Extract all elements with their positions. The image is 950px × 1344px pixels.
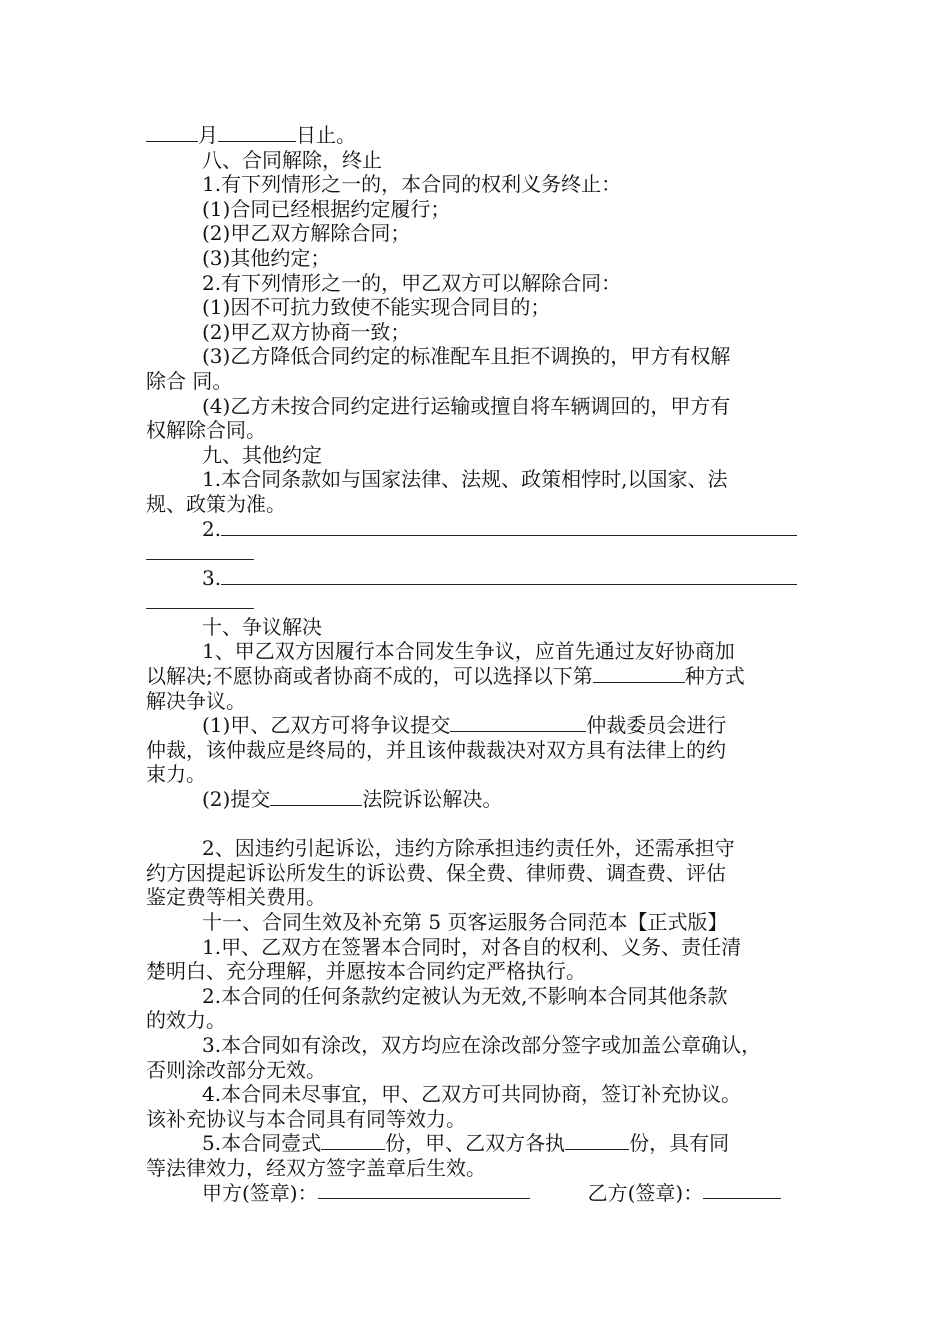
clause-10-1-line3: 解决争议。 (146, 688, 246, 713)
clause-11-5-text-mid: 份，甲、乙双方各执 (385, 1131, 566, 1156)
clause-8-1-2: (2)甲乙双方解除合同； (202, 221, 411, 246)
clause-9-2-number: 2. (202, 516, 222, 541)
spacer (146, 812, 808, 837)
blank-copies-total (321, 1132, 385, 1150)
signature-gap (530, 1181, 588, 1206)
clause-8-2-1: (1)因不可抗力致使不能实现合同目的； (202, 295, 551, 320)
clause-10-1-1-line1 (146, 713, 808, 738)
clause-10-1-1-line2: 仲裁，该仲裁应是终局的，并且该仲裁裁决对双方具有法律上的约 (146, 737, 726, 762)
party-a-signature-label: 甲方(签章)： (202, 1180, 318, 1205)
clause-11-2-line2: 的效力。 (146, 1008, 226, 1033)
blank-clause-9-3 (221, 567, 797, 585)
clause-10-2-line1: 2、因违约引起诉讼，违约方除承担违约责任外，还需承担守 (202, 836, 735, 861)
clause-11-5-line1 (146, 1131, 808, 1156)
clause-8-2-4-line1: (4)乙方未按合同约定进行运输或擅自将车辆调回的，甲方有 (202, 393, 731, 418)
clause-11-4-line1: 4.本合同未尽事宜，甲、乙双方可共同协商，签订补充协议。 (202, 1082, 742, 1107)
clause-10-1-text: 以解决;不愿协商或者协商不成的，可以选择以下第 (146, 664, 593, 689)
clause-10-1-1-text: (1)甲、乙双方可将争议提交 (202, 713, 451, 738)
clause-10-2-line3: 鉴定费等相关费用。 (146, 885, 326, 910)
clause-10-1-text-end: 种方式 (684, 664, 745, 689)
clause-9-2-cont (146, 541, 808, 566)
clause-10-1-2 (146, 787, 808, 812)
section-9-title: 九、其他约定 (202, 442, 322, 467)
signature-line (146, 1181, 808, 1206)
blank-clause-9-2 (221, 518, 797, 536)
clause-10-1-line1: 1、甲乙双方因履行本合同发生争议，应首先通过友好协商加 (202, 639, 735, 664)
blank-clause-9-3-cont (146, 591, 254, 609)
section-10-title: 十、争议解决 (202, 614, 322, 639)
clause-11-5-text-end: 份，具有同 (629, 1131, 730, 1156)
clause-10-1-1-line3: 束力。 (146, 762, 206, 787)
clause-9-3-number: 3. (202, 565, 222, 590)
clause-9-1-line1: 1.本合同条款如与国家法律、法规、政策相悖时,以国家、法 (202, 467, 728, 492)
clause-11-2-line1: 2.本合同的任何条款约定被认为无效,不影响本合同其他条款 (202, 983, 728, 1008)
clause-8-2-3-line1: (3)乙方降低合同约定的标准配车且拒不调换的，甲方有权解 (202, 344, 731, 369)
clause-9-3-cont (146, 590, 808, 615)
clause-8-2: 2.有下列情形之一的，甲乙双方可以解除合同： (202, 270, 622, 295)
date-end-line (146, 123, 808, 148)
blank-clause-9-2-cont (146, 542, 254, 560)
clause-11-5-line2: 等法律效力，经双方签字盖章后生效。 (146, 1155, 486, 1180)
clause-11-1-line2: 楚明白、充分理解，并愿按本合同约定严格执行。 (146, 959, 586, 984)
clause-10-1-2-text: (2)提交 (202, 787, 271, 812)
clause-11-3-line2: 否则涂改部分无效。 (146, 1057, 326, 1082)
blank-court (270, 788, 362, 806)
contract-page (146, 123, 808, 1205)
clause-11-3-line1: 3.本合同如有涂改，双方均应在涂改部分签字或加盖公章确认， (202, 1032, 762, 1057)
party-b-signature-blank (703, 1181, 781, 1199)
clause-8-2-2: (2)甲乙双方协商一致； (202, 319, 411, 344)
clause-9-1-line2: 规、政策为准。 (146, 491, 286, 516)
clause-10-1-2-text-end: 法院诉讼解决。 (362, 787, 503, 812)
blank-copies-each (565, 1132, 629, 1150)
section-8-title: 八、合同解除，终止 (202, 147, 382, 172)
blank-method (593, 665, 685, 683)
clause-8-2-4-line2: 权解除合同。 (146, 418, 266, 443)
section-11-title: 十一、合同生效及补充第 5 页客运服务合同范本【正式版】 (202, 910, 728, 934)
blank-day (218, 124, 296, 142)
clause-11-5-text: 5.本合同壹式 (202, 1131, 322, 1156)
clause-9-2 (146, 517, 808, 542)
clause-10-2-line2: 约方因提起诉讼所发生的诉讼费、保全费、律师费、调查费、评估 (146, 860, 726, 885)
clause-11-1-line1: 1.甲、乙双方在签署本合同时，对各自的权利、义务、责任清 (202, 934, 742, 959)
text-month: 月 (198, 123, 218, 147)
party-b-signature-label: 乙方(签章)： (587, 1180, 704, 1205)
clause-8-1-3: (3)其他约定； (202, 245, 331, 270)
clause-9-3 (146, 566, 808, 591)
clause-8-2-3-line2: 除合 同。 (146, 368, 233, 393)
blank-month (146, 124, 198, 142)
clause-10-1-1-text-end: 仲裁委员会进行 (586, 713, 727, 738)
clause-10-1-line2 (146, 664, 808, 689)
clause-8-1: 1.有下列情形之一的，本合同的权利义务终止： (202, 172, 622, 197)
clause-11-4-line2: 该补充协议与本合同具有同等效力。 (146, 1106, 466, 1131)
blank-arbitration (450, 714, 586, 732)
clause-8-1-1: (1)合同已经根据约定履行； (202, 196, 451, 221)
party-a-signature-blank (318, 1181, 530, 1199)
text-day-end: 日止。 (296, 123, 356, 147)
